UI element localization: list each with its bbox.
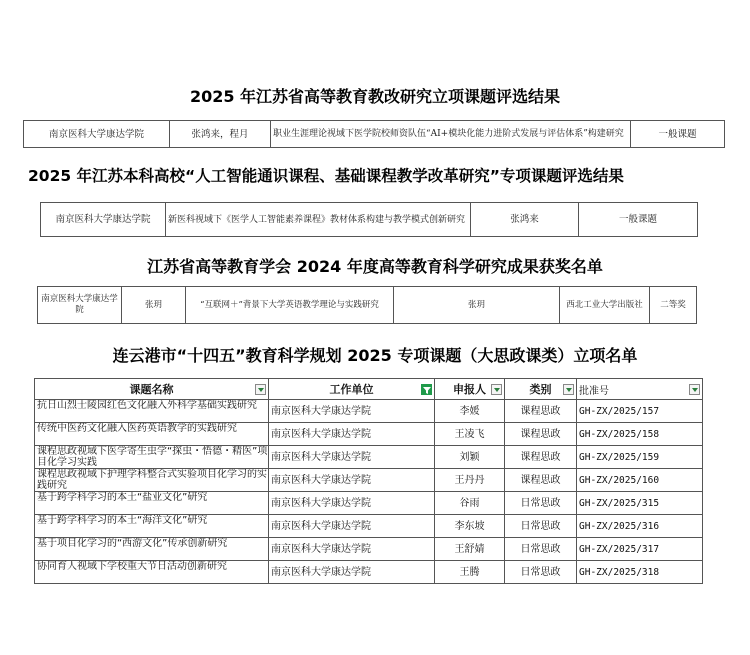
level-cell: 一般课题 bbox=[631, 121, 725, 148]
approval-number-cell[interactable]: GH-ZX/2025/159 bbox=[577, 446, 703, 469]
category-cell[interactable]: 课程思政 bbox=[505, 469, 577, 492]
applicant-cell[interactable]: 王丹丹 bbox=[435, 469, 505, 492]
table-row bbox=[24, 121, 725, 148]
table-row bbox=[35, 446, 703, 469]
project-name-text: 课程思政视域下护理学科整合式实验项目化学习的实践研究 bbox=[37, 469, 267, 491]
approval-number-cell[interactable]: GH-ZX/2025/158 bbox=[577, 423, 703, 446]
project-cell: 新医科视域下《医学人工智能素养课程》教材体系构建与教学模式创新研究 bbox=[166, 203, 471, 237]
approval-number-cell[interactable]: GH-ZX/2025/317 bbox=[577, 538, 703, 561]
section1-table bbox=[23, 120, 725, 148]
table-row bbox=[38, 287, 697, 324]
project-name-text: 抗日山烈士陵园红色文化融入外科学基础实践研究 bbox=[37, 400, 257, 411]
table-row bbox=[35, 400, 703, 423]
work-unit-cell[interactable]: 南京医科大学康达学院 bbox=[269, 538, 435, 561]
table-row bbox=[35, 492, 703, 515]
section1-title: 2025 年江苏省高等教育教改研究立项课题评选结果 bbox=[189, 87, 561, 106]
work-unit-cell[interactable]: 南京医科大学康达学院 bbox=[269, 400, 435, 423]
section2-table bbox=[40, 202, 698, 237]
active-filter-icon[interactable] bbox=[421, 384, 432, 395]
category-cell[interactable]: 课程思政 bbox=[505, 400, 577, 423]
project-name-text: 传统中医药文化融入医药英语教学的实践研究 bbox=[37, 423, 237, 434]
header-applicant bbox=[435, 379, 505, 400]
header-applicant-label: 申报人 bbox=[453, 383, 486, 396]
category-cell[interactable]: 日常思政 bbox=[505, 515, 577, 538]
approval-number-cell[interactable]: GH-ZX/2025/315 bbox=[577, 492, 703, 515]
project-name-text: 基于跨学科学习的本土“盐业文化”研究 bbox=[37, 492, 208, 503]
category-cell[interactable]: 课程思政 bbox=[505, 423, 577, 446]
author-cell: 张玥 bbox=[122, 287, 186, 324]
unit-cell: 南京医科大学康达学院 bbox=[41, 203, 166, 237]
section3-table bbox=[37, 286, 697, 324]
award-cell: 二等奖 bbox=[650, 287, 697, 324]
section4-spreadsheet bbox=[34, 378, 703, 584]
project-name-text: 课程思政视域下医学寄生虫学“探虫・悟德・精医”项目化学习实践 bbox=[37, 446, 268, 468]
table-row bbox=[35, 561, 703, 584]
project-name-cell[interactable] bbox=[35, 423, 269, 446]
filter-dropdown-icon[interactable] bbox=[491, 384, 502, 395]
applicant-cell[interactable]: 王腾 bbox=[435, 561, 505, 584]
header-category-label: 类别 bbox=[529, 383, 552, 396]
table-row bbox=[35, 423, 703, 446]
project-name-cell[interactable] bbox=[35, 400, 269, 423]
table-row bbox=[35, 538, 703, 561]
header-approval bbox=[577, 379, 703, 400]
category-cell[interactable]: 课程思政 bbox=[505, 446, 577, 469]
section2-title: 2025 年江苏本科高校“人工智能通识课程、基础课程教学改革研究”专项课题评选结果 bbox=[28, 167, 624, 185]
unit-cell: 南京医科大学康达学院 bbox=[38, 287, 122, 324]
header-row bbox=[35, 379, 703, 400]
section4-title: 连云港市“十四五”教育科学规划 2025 专项课题（大思政课类）立项名单 bbox=[112, 346, 638, 365]
work-unit-cell[interactable]: 南京医科大学康达学院 bbox=[269, 515, 435, 538]
project-name-cell[interactable] bbox=[35, 446, 269, 469]
project-name-cell[interactable] bbox=[35, 469, 269, 492]
applicant-cell[interactable]: 刘颖 bbox=[435, 446, 505, 469]
header-name-label: 课题名称 bbox=[129, 383, 174, 396]
project-name-cell[interactable] bbox=[35, 538, 269, 561]
approval-number-cell[interactable]: GH-ZX/2025/316 bbox=[577, 515, 703, 538]
publisher-cell: 西北工业大学出版社 bbox=[560, 287, 650, 324]
filter-dropdown-icon[interactable] bbox=[563, 384, 574, 395]
level-cell: 一般课题 bbox=[579, 203, 698, 237]
project-name-text: 协同育人视域下学校重大节日活动创新研究 bbox=[37, 561, 227, 572]
approval-number-cell[interactable]: GH-ZX/2025/318 bbox=[577, 561, 703, 584]
table-row bbox=[41, 203, 698, 237]
category-cell[interactable]: 日常思政 bbox=[505, 561, 577, 584]
work-unit-cell[interactable]: 南京医科大学康达学院 bbox=[269, 561, 435, 584]
applicant-cell[interactable]: 李东坡 bbox=[435, 515, 505, 538]
work-unit-cell[interactable]: 南京医科大学康达学院 bbox=[269, 469, 435, 492]
leader-cell: 张玥 bbox=[394, 287, 560, 324]
approval-number-cell[interactable]: GH-ZX/2025/160 bbox=[577, 469, 703, 492]
table-row bbox=[35, 515, 703, 538]
achievement-cell: “互联网＋”背景下大学英语教学理论与实践研究 bbox=[186, 287, 394, 324]
category-cell[interactable]: 日常思政 bbox=[505, 538, 577, 561]
filter-dropdown-icon[interactable] bbox=[255, 384, 266, 395]
members-cell: 张鸿来，程月 bbox=[170, 121, 271, 148]
header-approval-label: 批准号 bbox=[579, 385, 609, 397]
header-name bbox=[35, 379, 269, 400]
project-cell: 职业生涯理论视域下医学院校师资队伍“AI+模块化能力进阶式发展与评估体系”构建研究 bbox=[271, 121, 631, 148]
applicant-cell[interactable]: 李媛 bbox=[435, 400, 505, 423]
project-name-cell[interactable] bbox=[35, 561, 269, 584]
header-unit bbox=[269, 379, 435, 400]
header-unit-label: 工作单位 bbox=[329, 383, 374, 396]
project-name-cell[interactable] bbox=[35, 492, 269, 515]
project-name-text: 基于项目化学习的“西游文化”传承创新研究 bbox=[37, 538, 228, 549]
work-unit-cell[interactable]: 南京医科大学康达学院 bbox=[269, 446, 435, 469]
category-cell[interactable]: 日常思政 bbox=[505, 492, 577, 515]
applicant-cell[interactable]: 王舒婧 bbox=[435, 538, 505, 561]
project-name-cell[interactable] bbox=[35, 515, 269, 538]
table-row bbox=[35, 469, 703, 492]
applicant-cell[interactable]: 谷雨 bbox=[435, 492, 505, 515]
filter-dropdown-icon[interactable] bbox=[689, 384, 700, 395]
person-cell: 张鸿来 bbox=[471, 203, 579, 237]
project-name-text: 基于跨学科学习的本土“海洋文化”研究 bbox=[37, 515, 208, 526]
work-unit-cell[interactable]: 南京医科大学康达学院 bbox=[269, 423, 435, 446]
unit-cell: 南京医科大学康达学院 bbox=[24, 121, 170, 148]
section3-title: 江苏省高等教育学会 2024 年度高等教育科学研究成果获奖名单 bbox=[147, 257, 603, 276]
approval-number-cell[interactable]: GH-ZX/2025/157 bbox=[577, 400, 703, 423]
header-category bbox=[505, 379, 577, 400]
applicant-cell[interactable]: 王凌飞 bbox=[435, 423, 505, 446]
work-unit-cell[interactable]: 南京医科大学康达学院 bbox=[269, 492, 435, 515]
